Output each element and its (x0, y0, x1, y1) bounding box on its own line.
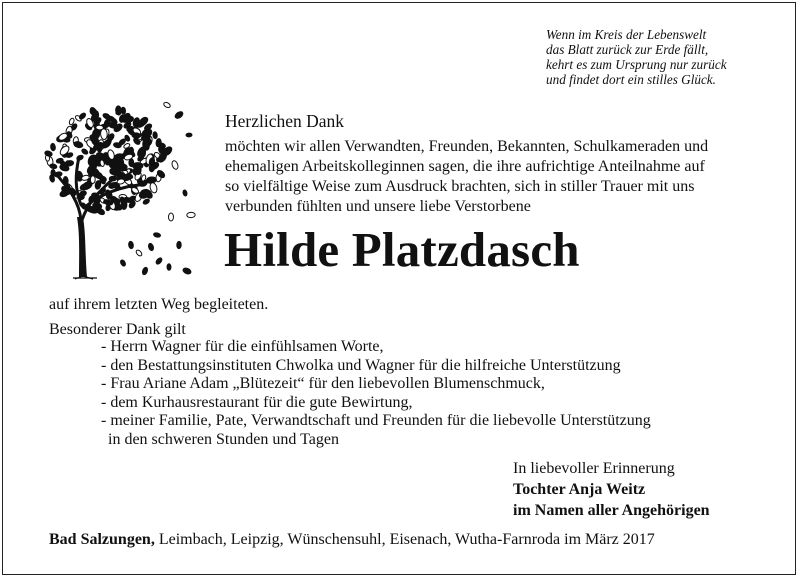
special-thanks-heading: Besonderer Dank gilt (49, 321, 186, 338)
place-date-line (49, 531, 655, 549)
intro-line: ehemaligen Arbeitskolleginnen sagen, die ihre aufrichtige Anteilnahme auf (225, 158, 705, 175)
poem (546, 27, 786, 87)
poem-line: und findet dort ein stilles Glück. (546, 72, 716, 87)
list-item: - den Bestattungsinstituten Chwolka und Wagner für die hilfreiche Unterstützung (101, 356, 621, 374)
signer-name: Tochter Anja Weitz (513, 481, 646, 498)
list-item: - dem Kurhausrestaurant für die gute Bewirtung, (101, 393, 413, 411)
poem-line: das Blatt zurück zur Erde fällt, (546, 42, 709, 57)
signature-block (513, 458, 710, 521)
intro-line: verbunden fühlten und unsere liebe Verstorbene (225, 198, 531, 215)
poem-line: Wenn im Kreis der Lebenswelt (546, 27, 707, 42)
signer-note: im Namen aller Angehörigen (513, 502, 710, 519)
poem-line: kehrt es zum Ursprung nur zurück (546, 57, 727, 72)
place-main: Bad Salzungen, (49, 531, 155, 548)
intro-line: so vielfältige Weise zum Ausdruck brachten, sich in stiller Trauer mit uns (225, 178, 695, 195)
tree-with-falling-leaves-icon (39, 95, 199, 280)
intro-line: möchten wir allen Verwandten, Freunden, Bekannten, Schulkameraden und (225, 138, 709, 155)
list-item: - Herrn Wagner für die einfühlsamen Worte, (101, 338, 384, 355)
memory-line: In liebevoller Erinnerung (513, 460, 675, 477)
special-thanks-list (101, 338, 741, 449)
place-rest: Leimbach, Leipzig, Wünschensuhl, Eisenach, Wutha-Farnroda im März 2017 (154, 531, 655, 548)
obituary-card (2, 2, 796, 575)
list-item-continuation: in den schweren Stunden und Tagen (108, 430, 339, 448)
list-item: - Frau Ariane Adam „Blütezeit“ für den liebevollen Blumenschmuck, (101, 375, 545, 392)
after-name-text: auf ihrem letzten Weg begleiteten. (49, 296, 269, 313)
greeting: Herzlichen Dank (225, 111, 345, 131)
intro-text (225, 137, 765, 217)
deceased-name: Hilde Platzdasch (224, 222, 580, 277)
list-item: - meiner Familie, Pate, Verwandtschaft und Freunden für die liebevolle Unterstützung (101, 412, 651, 429)
